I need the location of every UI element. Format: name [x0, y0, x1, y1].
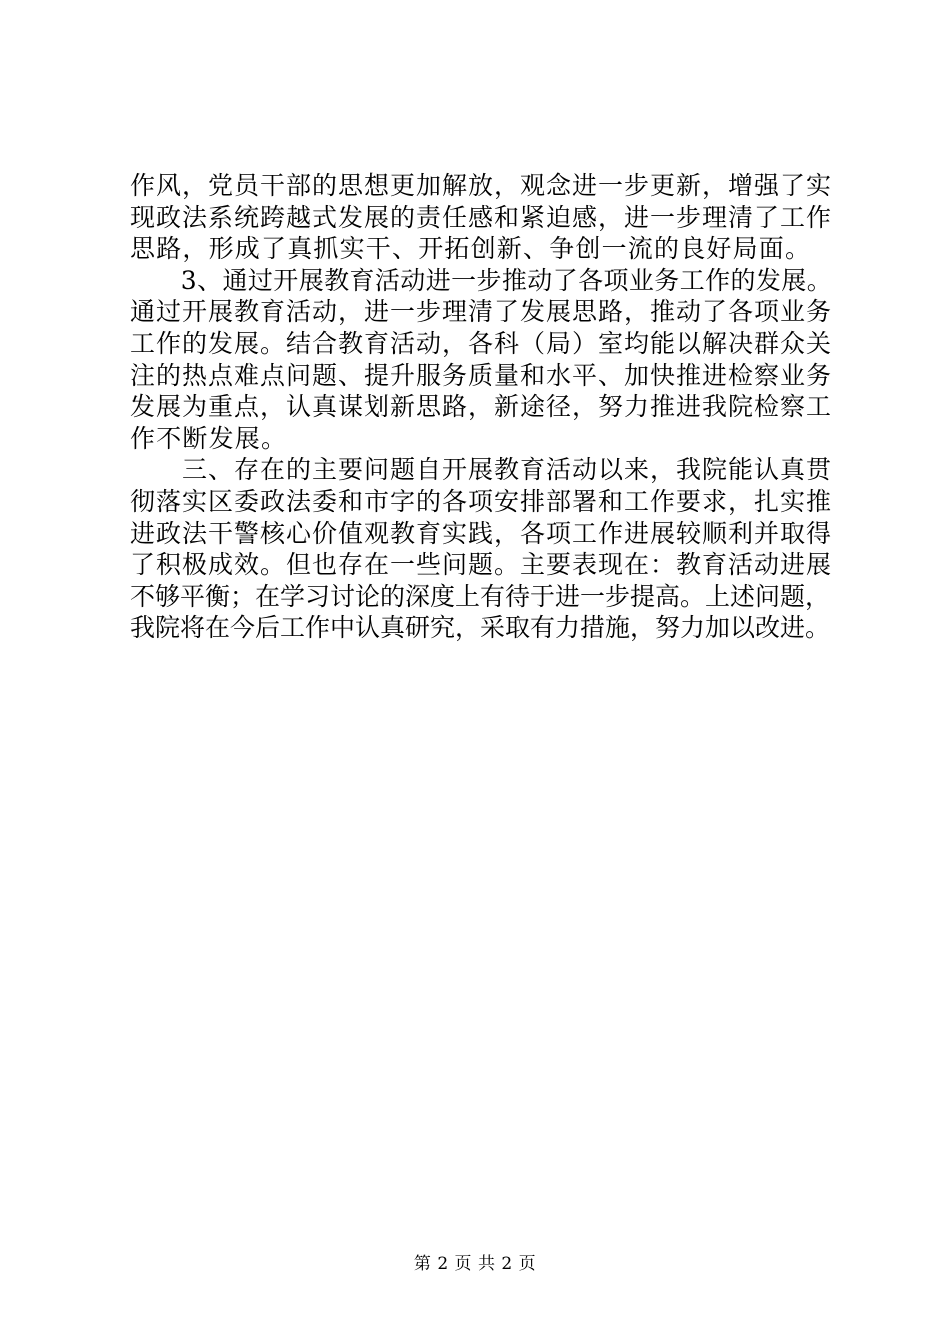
text-line: 现政法系统跨越式发展的责任感和紧迫感，进一步理清了工作 — [130, 202, 833, 232]
text-line: 思路，形成了真抓实干、开拓创新、争创一流的良好局面。 — [130, 234, 812, 264]
page-footer — [0, 1253, 950, 1275]
text-line: 进政法干警核心价值观教育实践，各项工作进展较顺利并取得 — [130, 518, 833, 548]
text-line: 我院将在今后工作中认真研究，采取有力措施，努力加以改进。 — [130, 613, 831, 643]
page-number-label: 第 2 页 共 2 页 — [413, 1254, 537, 1274]
text-line: 注的热点难点问题、提升服务质量和水平、加快推进检察业务 — [130, 360, 833, 390]
text-line: 作风，党员干部的思想更加解放，观念进一步更新，增强了实 — [130, 171, 833, 200]
text-line: 工作的发展。结合教育活动，各科（局）室均能以解决群众关 — [130, 328, 833, 358]
body-text — [130, 170, 833, 644]
text-line: 三、存在的主要问题自开展教育活动以来，我院能认真贯 — [130, 455, 833, 485]
text-line: 通过开展教育活动，进一步理清了发展思路，推动了各项业务 — [130, 297, 833, 327]
text-line: 不够平衡；在学习讨论的深度上有待于进一步提高。上述问题， — [130, 581, 831, 611]
text-line: 发展为重点，认真谋划新思路，新途径，努力推进我院检察工 — [130, 392, 833, 422]
text-line: 3、通过开展教育活动进一步推动了各项业务工作的发展。 — [130, 265, 833, 295]
text-line: 了积极成效。但也存在一些问题。主要表现在：教育活动进展 — [130, 550, 833, 580]
text-line: 作不断发展。 — [130, 423, 288, 453]
text-line: 彻落实区委政法委和市字的各项安排部署和工作要求，扎实推 — [130, 486, 833, 516]
